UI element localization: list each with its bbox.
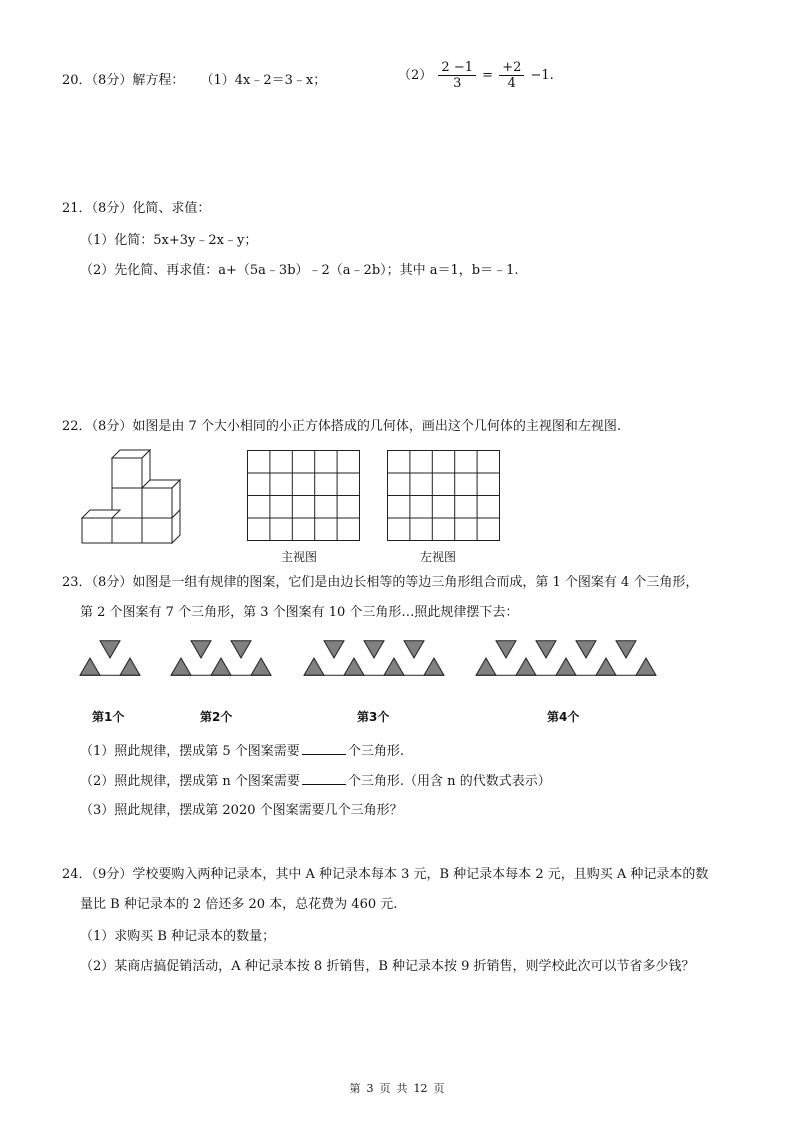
q20-part2 <box>398 60 554 91</box>
gray-triangle <box>364 641 384 658</box>
triangle-pattern-4 <box>476 641 656 676</box>
grid-main-view <box>247 450 361 542</box>
q21-part1: （1）化简：5x+3y﹣2x﹣y； <box>80 233 258 248</box>
q23-title-line1: 23．（8分）如图是一组有规律的图案，它们是由边长相等的等边三角形组合而成，第 1 个图案有 4 个三角形， <box>62 575 699 590</box>
equals-sign: = <box>482 68 494 83</box>
triangle-patterns <box>0 630 794 700</box>
gray-triangle <box>120 658 140 675</box>
pattern-label-2: 第2个 <box>200 710 233 724</box>
triangle-pattern-1 <box>80 641 140 676</box>
gray-triangle <box>324 641 344 658</box>
fraction-1-den: 3 <box>453 76 462 91</box>
footer-b: 页 <box>379 1082 391 1095</box>
q23-part1-tail: 个三角形. <box>347 744 404 759</box>
pattern-label-4: 第4个 <box>547 710 580 724</box>
gray-triangle <box>404 641 424 658</box>
answer-blank-2[interactable] <box>302 772 346 785</box>
pattern-label-1: 第1个 <box>92 710 125 724</box>
gray-triangle <box>211 658 231 675</box>
fraction-1-num: 2 −1 <box>438 60 476 76</box>
q20-title: 20．（8分）解方程： <box>62 73 185 88</box>
gray-triangle <box>476 658 496 675</box>
footer-a: 第 <box>349 1082 361 1095</box>
gray-triangle <box>100 641 120 658</box>
gray-triangle <box>596 658 616 675</box>
q23-part2-tail: 个三角形.（用含 n 的代数式表示） <box>347 774 551 789</box>
q23-part1 <box>80 742 404 761</box>
q23-part2 <box>80 772 551 791</box>
gray-triangle <box>384 658 404 675</box>
fraction-2 <box>499 60 524 91</box>
gray-triangle <box>636 658 656 675</box>
q24-title-line1: 24．（9分）学校要购入两种记录本，其中 A 种记录本每本 3 元，B 种记录本每本 2 元，且购买 A 种记录本的数 <box>62 867 709 882</box>
gray-triangle <box>536 641 556 658</box>
q21-title: 21．（8分）化简、求值： <box>62 201 211 216</box>
gray-triangle <box>251 658 271 675</box>
gray-triangle <box>80 658 100 675</box>
gray-triangle <box>231 641 251 658</box>
q20-part2-label: （2） <box>398 68 433 83</box>
footer-d: 页 <box>433 1082 445 1095</box>
q24-title-line2: 量比 B 种记录本的 2 倍还多 20 本，总花费为 460 元. <box>80 897 398 912</box>
q24-part1: （1）求购买 B 种记录本的数量； <box>80 929 276 944</box>
q23-part3: （3）照此规律，摆成第 2020 个图案需要几个三角形？ <box>80 803 403 818</box>
gray-triangle <box>616 641 636 658</box>
q20-part1: （1）4x﹣2＝3﹣x； <box>200 73 327 88</box>
pattern-label-3: 第3个 <box>357 710 390 724</box>
gray-triangle <box>344 658 364 675</box>
gray-triangle <box>424 658 444 675</box>
q23-part2-text: （2）照此规律，摆成第 n 个图案需要 <box>80 774 300 789</box>
total-pages: 12 <box>413 1082 428 1095</box>
main-view-label: 主视图 <box>281 550 318 564</box>
gray-triangle <box>556 658 576 675</box>
q20-head <box>62 72 326 90</box>
page-footer <box>0 1080 794 1096</box>
q21-part2: （2）先化简、再求值：a+（5a﹣3b）﹣2（a﹣2b）；其中 a＝1，b＝﹣1. <box>80 263 519 278</box>
gray-triangle <box>516 658 536 675</box>
cube-figure <box>72 445 182 545</box>
footer-c: 共 <box>396 1082 408 1095</box>
q23-part1-text: （1）照此规律，摆成第 5 个图案需要 <box>80 744 300 759</box>
gray-triangle <box>191 641 211 658</box>
left-view-label: 左视图 <box>420 550 457 564</box>
grid-left-view <box>387 450 501 542</box>
gray-triangle <box>304 658 324 675</box>
q24-part2: （2）某商店搞促销活动，A 种记录本按 8 折销售，B 种记录本按 9 折销售，则学校此次可以节省多少钱？ <box>80 959 695 974</box>
page-number: 3 <box>366 1082 374 1095</box>
gray-triangle <box>171 658 191 675</box>
gray-triangle <box>576 641 596 658</box>
gray-triangle <box>496 641 516 658</box>
triangle-pattern-2 <box>171 641 271 676</box>
answer-blank-1[interactable] <box>302 742 346 755</box>
fraction-1 <box>438 60 476 91</box>
fraction-2-den: 4 <box>507 76 516 91</box>
q20-part2-tail: −1. <box>530 68 554 83</box>
triangle-pattern-3 <box>304 641 444 676</box>
fraction-2-num: +2 <box>499 60 524 76</box>
q23-title-line2: 第 2 个图案有 7 个三角形，第 3 个图案有 10 个三角形…照此规律摆下去： <box>80 605 519 620</box>
q22-title: 22．（8分）如图是由 7 个大小相同的小正方体搭成的几何体，画出这个几何体的主视图和左视图. <box>62 419 621 434</box>
